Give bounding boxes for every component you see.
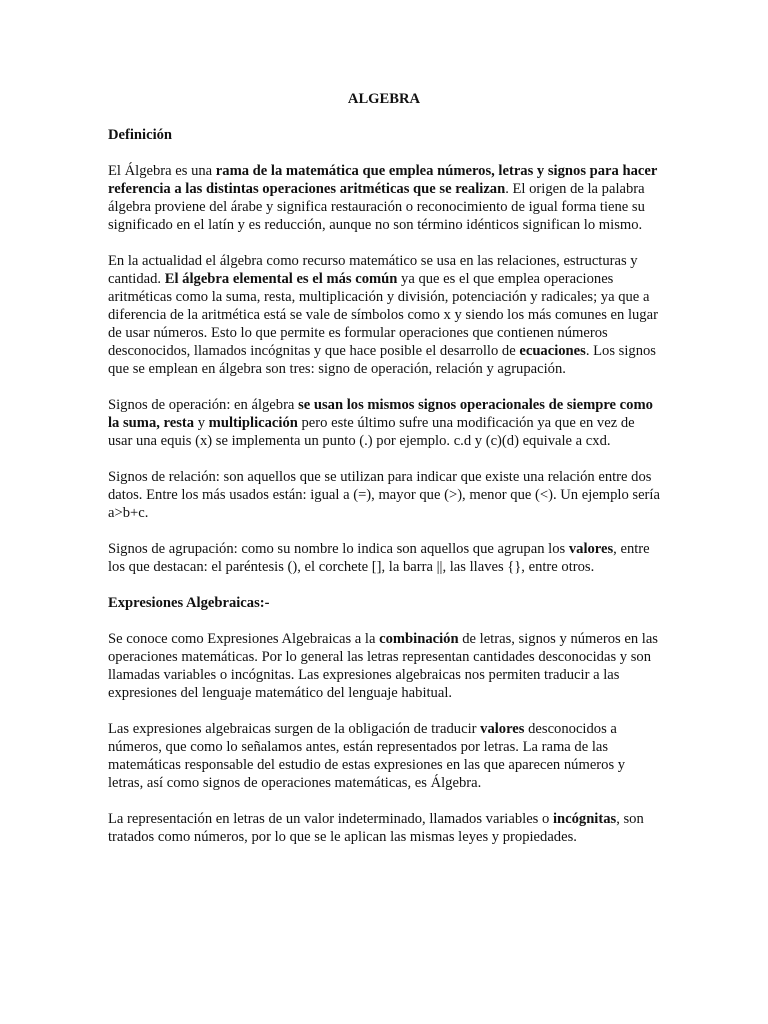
text-run: Se conoce como Expresiones Algebraicas a la	[108, 631, 380, 647]
text-run: El Álgebra es una	[108, 163, 216, 179]
bold-text: ecuaciones	[519, 343, 586, 359]
paragraph-6	[108, 630, 660, 702]
bold-text: rama de la matemática que emplea números, letras y signos para hacer referencia a las distintas operaciones aritméticas que se realizan	[108, 163, 658, 197]
bold-text: se usan los mismos signos operacionales de siempre como la suma, resta	[108, 397, 653, 431]
bold-text: valores	[480, 721, 525, 737]
bold-text: combinación	[379, 631, 459, 647]
text-run: Las expresiones algebraicas surgen de la obligación de traducir	[108, 721, 481, 737]
text-run: y	[194, 415, 209, 431]
paragraph-3	[108, 396, 660, 450]
text-run: , son tratados como números, por lo que se le aplican las mismas leyes y propiedades.	[108, 811, 644, 845]
text-run: . Los signos que se emplean en álgebra son tres: signo de operación, relación y agrupación.	[108, 343, 656, 377]
paragraph-8	[108, 810, 660, 846]
paragraph-1	[108, 162, 660, 234]
paragraph-7	[108, 720, 660, 792]
bold-text: multiplicación	[208, 415, 298, 431]
text-run: Signos de agrupación: como su nombre lo indica son aquellos que agrupan los	[108, 541, 569, 557]
document-page	[108, 90, 660, 864]
paragraph-2	[108, 252, 660, 378]
document-title: ALGEBRA	[347, 91, 421, 107]
bold-text: valores	[568, 541, 614, 557]
text-run: , entre los que destacan: el paréntesis (), el corchete [], la barra ||, las llaves {}, entre otros.	[108, 541, 650, 575]
section-heading-expresiones: Expresiones Algebraicas:-	[108, 595, 270, 611]
text-run: ya que es el que emplea operaciones aritméticas como la suma, resta, multiplicación y división, potenciación y radicales; ya que a diferencia de la aritmética está se vale de símbolos como x y siendo los más comunes en lugar de usar números. Esto lo que permite es formular operaciones que contienen números desconocidos, llamados incógnitas y que hace posible el desarrollo de	[108, 271, 658, 359]
bold-text: incógnitas	[552, 811, 617, 827]
paragraph-4	[108, 468, 660, 522]
text-run: de letras, signos y números en las operaciones matemáticas. Por lo general las letras representan cantidades desconocidas y son llamadas variables o incógnitas. Las expresiones algebraicas nos permiten traducir a las expresiones del lenguaje matemático del lenguaje habitual.	[108, 631, 658, 701]
text-run: . El origen de la palabra álgebra proviene del árabe y significa restauración o reconocimiento de igual forma tiene su significado en el latín y es reducción, aunque no son término idénticos significan lo mismo.	[108, 181, 645, 233]
paragraph-5	[108, 540, 660, 576]
text-run: desconocidos a números, que como lo señalamos antes, están representados por letras. La rama de las matemáticas responsable del estudio de estas expresiones en las que aparecen números y letras, así como signos de operaciones matemáticas, es Álgebra.	[108, 721, 626, 791]
text-run: Signos de relación: son aquellos que se utilizan para indicar que existe una relación entre dos datos. Entre los más usados están: igual a (=), mayor que (>), menor que (<). Un ejemplo sería a>b+c.	[108, 469, 660, 521]
section-heading-definicion: Definición	[108, 127, 173, 143]
text-run: pero este último sufre una modificación ya que en vez de usar una equis (x) se implementa un punto (.) por ejemplo. c.d y (c)(d) equivale a cxd.	[108, 415, 635, 449]
text-run: En la actualidad el álgebra como recurso matemático se usa en las relaciones, estructuras y cantidad.	[108, 253, 638, 287]
text-run: Signos de operación: en álgebra	[108, 397, 299, 413]
bold-text: El álgebra elemental es el más común	[164, 271, 398, 287]
text-run: La representación en letras de un valor indeterminado, llamados variables o	[108, 811, 553, 827]
